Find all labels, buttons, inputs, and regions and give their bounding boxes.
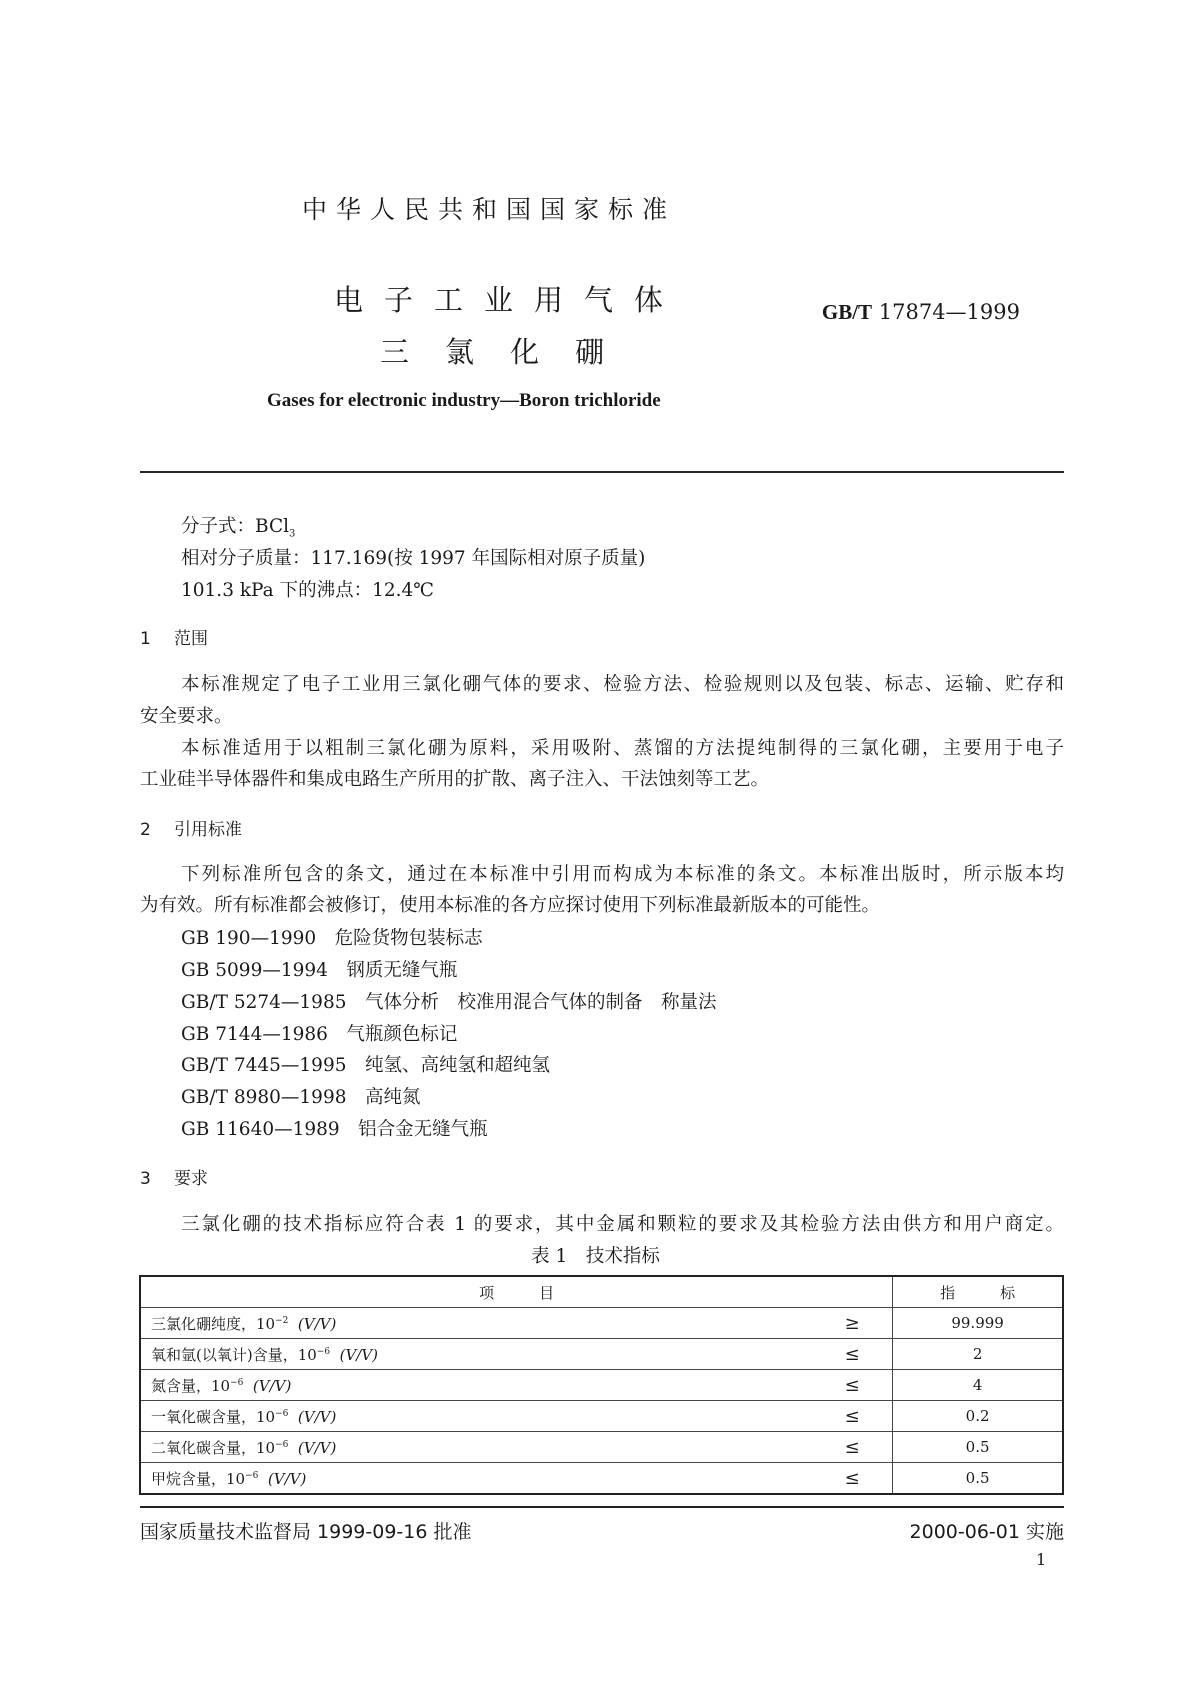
reference-item: GB/T 5274—1985 气体分析 校准用混合气体的制备 称量法	[181, 992, 717, 1013]
row-operator: ≤	[812, 1370, 893, 1401]
section-number: 2	[140, 820, 151, 840]
table-row	[140, 1370, 1063, 1401]
title-line-2: 三氯化硼	[380, 335, 641, 369]
item-unit: (V/V)	[288, 1407, 337, 1426]
item-unit: (V/V)	[330, 1345, 379, 1364]
item-exponent: −6	[275, 1439, 289, 1450]
paragraph-line: 安全要求。	[140, 706, 233, 727]
item-unit: (V/V)	[288, 1438, 337, 1457]
row-item	[140, 1463, 812, 1495]
reference-item: GB 190—1990 危险货物包装标志	[181, 928, 483, 949]
item-exponent: −6	[275, 1408, 289, 1419]
row-operator: ≤	[812, 1432, 893, 1463]
row-value: 0.5	[893, 1463, 1063, 1495]
row-value: 0.5	[893, 1432, 1063, 1463]
paragraph-line: 为有效。所有标准都会被修订，使用本标准的各方应探讨使用下列标准最新版本的可能性。	[140, 895, 881, 916]
item-name: 二氧化碳含量，10	[151, 1438, 276, 1457]
code-number: 17874—1999	[878, 300, 1020, 324]
reference-item: GB 11640—1989 铝合金无缝气瓶	[181, 1119, 488, 1140]
row-value: 2	[893, 1339, 1063, 1370]
row-value: 4	[893, 1370, 1063, 1401]
item-name: 甲烷含量，10	[151, 1469, 246, 1488]
section-heading	[140, 1164, 208, 1189]
header-value: 指 标	[893, 1276, 1063, 1308]
formula-subscript: 3	[289, 528, 296, 540]
item-name: 一氧化碳含量，10	[151, 1407, 276, 1426]
item-unit: (V/V)	[288, 1314, 337, 1333]
header-rule	[140, 471, 1064, 473]
table-row	[140, 1308, 1063, 1339]
section-title: 要求	[174, 1169, 208, 1189]
paragraph-line: 本标准适用于以粗制三氯化硼为原料，采用吸附、蒸馏的方法提纯制得的三氯化硼，主要用于电子	[181, 738, 1064, 759]
row-item	[140, 1370, 812, 1401]
table-row	[140, 1401, 1063, 1432]
item-name: 氮含量，10	[151, 1376, 231, 1395]
item-exponent: −6	[245, 1470, 259, 1481]
reference-item: GB 7144—1986 气瓶颜色标记	[181, 1024, 458, 1045]
row-item	[140, 1339, 812, 1370]
table-caption: 表 1 技术指标	[531, 1246, 660, 1267]
paragraph-line: 本标准规定了电子工业用三氯化硼气体的要求、检验方法、检验规则以及包装、标志、运输、贮存和	[181, 674, 1064, 695]
footer-rule	[140, 1506, 1064, 1508]
section-title: 引用标准	[174, 820, 242, 840]
molecular-mass: 相对分子质量：117.169(按 1997 年国际相对原子质量)	[181, 548, 646, 569]
item-unit: (V/V)	[258, 1469, 307, 1488]
paragraph-line: 下列标准所包含的条文，通过在本标准中引用而构成为本标准的条文。本标准出版时，所示版本均	[181, 864, 1064, 885]
table-header-row	[140, 1276, 1063, 1308]
row-operator: ≤	[812, 1401, 893, 1432]
paragraph-line: 工业硅半导体器件和集成电路生产所用的扩散、离子注入、干法蚀刻等工艺。	[140, 769, 770, 790]
section-number: 1	[140, 629, 151, 649]
header-item: 项 目	[140, 1276, 893, 1308]
boiling-point: 101.3 kPa 下的沸点：12.4℃	[181, 580, 434, 601]
row-operator: ≤	[812, 1463, 893, 1495]
row-item	[140, 1432, 812, 1463]
row-item	[140, 1401, 812, 1432]
item-name: 氧和氩(以氧计)含量，10	[151, 1345, 317, 1364]
row-operator: ≥	[812, 1308, 893, 1339]
table-row	[140, 1339, 1063, 1370]
section-heading	[140, 624, 208, 649]
item-exponent: −2	[275, 1315, 289, 1326]
country-standard-heading: 中华人民共和国国家标准	[302, 195, 677, 224]
table-row	[140, 1463, 1063, 1495]
item-unit: (V/V)	[243, 1376, 292, 1395]
english-title: Gases for electronic industry—Boron trichloride	[267, 390, 661, 411]
table-row	[140, 1432, 1063, 1463]
item-name: 三氯化硼纯度，10	[151, 1314, 276, 1333]
standard-code	[822, 300, 1020, 325]
section-title: 范围	[174, 629, 208, 649]
row-operator: ≤	[812, 1339, 893, 1370]
technical-spec-table	[139, 1275, 1064, 1495]
row-item	[140, 1308, 812, 1339]
formula-label: 分子式：BCl	[181, 516, 290, 537]
item-exponent: −6	[316, 1346, 331, 1357]
reference-item: GB/T 7445—1995 纯氢、高纯氢和超纯氢	[181, 1055, 550, 1076]
effective-date: 2000-06-01 实施	[909, 1521, 1064, 1543]
title-line-1: 电子工业用气体	[334, 283, 685, 317]
page-number: 1	[1036, 1550, 1047, 1569]
paragraph-line: 三氯化硼的技术指标应符合表 1 的要求，其中金属和颗粒的要求及其检验方法由供方和用户商定。	[181, 1214, 1064, 1235]
item-exponent: −6	[230, 1377, 244, 1388]
approval-date: 国家质量技术监督局 1999-09-16 批准	[140, 1521, 472, 1543]
row-value: 0.2	[893, 1401, 1063, 1432]
row-value: 99.999	[893, 1308, 1063, 1339]
reference-item: GB/T 8980—1998 高纯氮	[181, 1087, 421, 1108]
section-number: 3	[140, 1169, 151, 1189]
formula	[181, 512, 295, 540]
reference-item: GB 5099—1994 钢质无缝气瓶	[181, 960, 458, 981]
code-prefix: GB/T	[821, 300, 873, 324]
section-heading	[140, 815, 242, 840]
